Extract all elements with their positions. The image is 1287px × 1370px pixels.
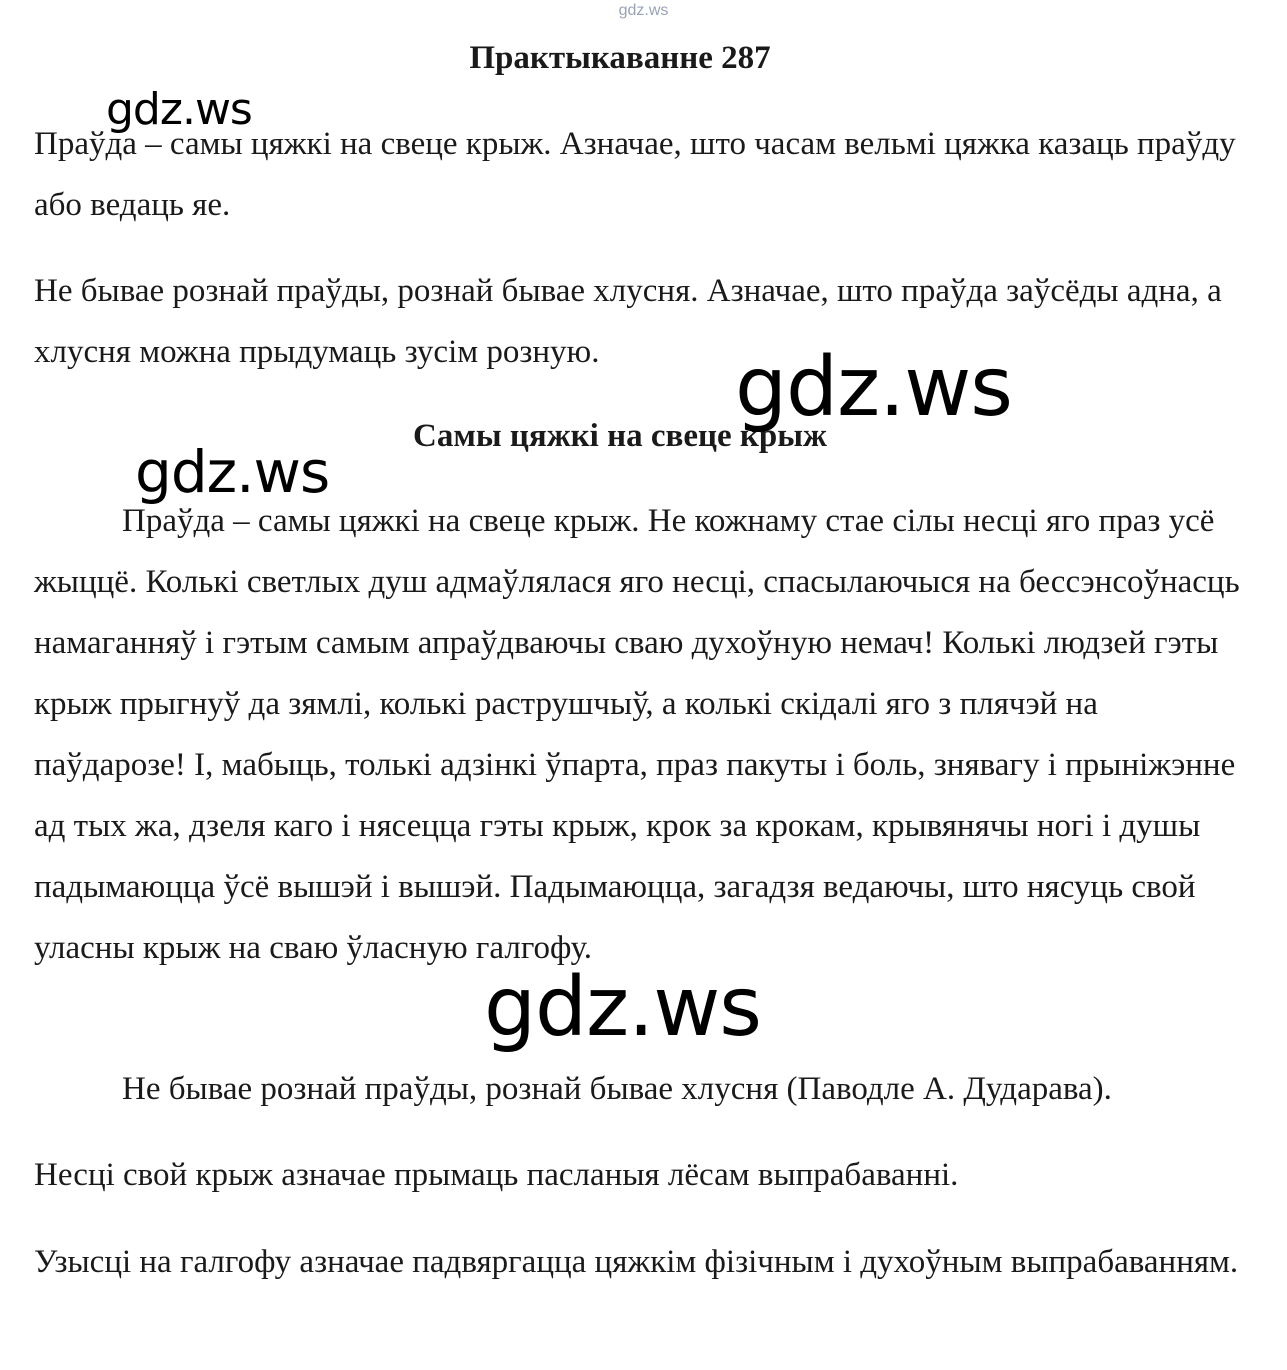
text-subtitle: Самы цяжкі на свеце крыж <box>413 418 827 454</box>
watermark-4: gdz.ws <box>484 960 761 1055</box>
page-title: Практыкаванне 287 <box>469 40 771 76</box>
main-text-paragraph: Праўда – самы цяжкі на свеце крыж. Не кожнаму стае сілы несці яго праз усё жыццё. Колькі светлых душ адмаўлялася яго несці, спасылаючыся на бессэнсоўнасць намаганняў і гэтым самым апраўдваючы сваю духоўную немач! Колькі людзей гэты крыж прыгнуў да зямлі, колькі раструшчыў, а колькі скідалі яго з плячэй на паўдарозе! І, мабыць, толькі адзінкі ўпарта, праз пакуты і боль, знявагу і прыніжэнне ад тых жа, дзеля каго і нясецца гэты крыж, крок за крокам, крывянячы ногі і душы падымаюцца ўсё вышэй і вышэй. Падымаюцца, загадзя ведаючы, што нясуць свой уласны крыж на сваю ўласную галгофу. <box>34 503 1240 966</box>
main-text-closing-line: Не бывае рознай праўды, рознай бывае хлусня (Паводле А. Дударава). <box>122 1071 1112 1107</box>
watermark-top: gdz.ws <box>618 2 669 19</box>
answer-paragraph-1: Несці свой крыж азначае прымаць пасланыя лёсам выпрабаванні. <box>34 1157 959 1193</box>
watermark-1: gdz.ws <box>106 84 252 135</box>
intro-paragraph-1: Праўда – самы цяжкі на свеце крыж. Азначае, што часам вельмі цяжка казаць праўду або ведаць яе. <box>34 126 1236 223</box>
watermark-3: gdz.ws <box>135 438 330 506</box>
answer-paragraph-2: Узысці на галгофу азначае падвяргацца цяжкім фізічным і духоўным выпрабаванням. <box>34 1244 1239 1280</box>
intro-paragraph-2: Не бывае рознай праўды, рознай бывае хлусня. Азначае, што праўда заўсёды адна, а хлусня можна прыдумаць зусім розную. <box>34 273 1222 370</box>
watermark-2: gdz.ws <box>735 340 1012 435</box>
